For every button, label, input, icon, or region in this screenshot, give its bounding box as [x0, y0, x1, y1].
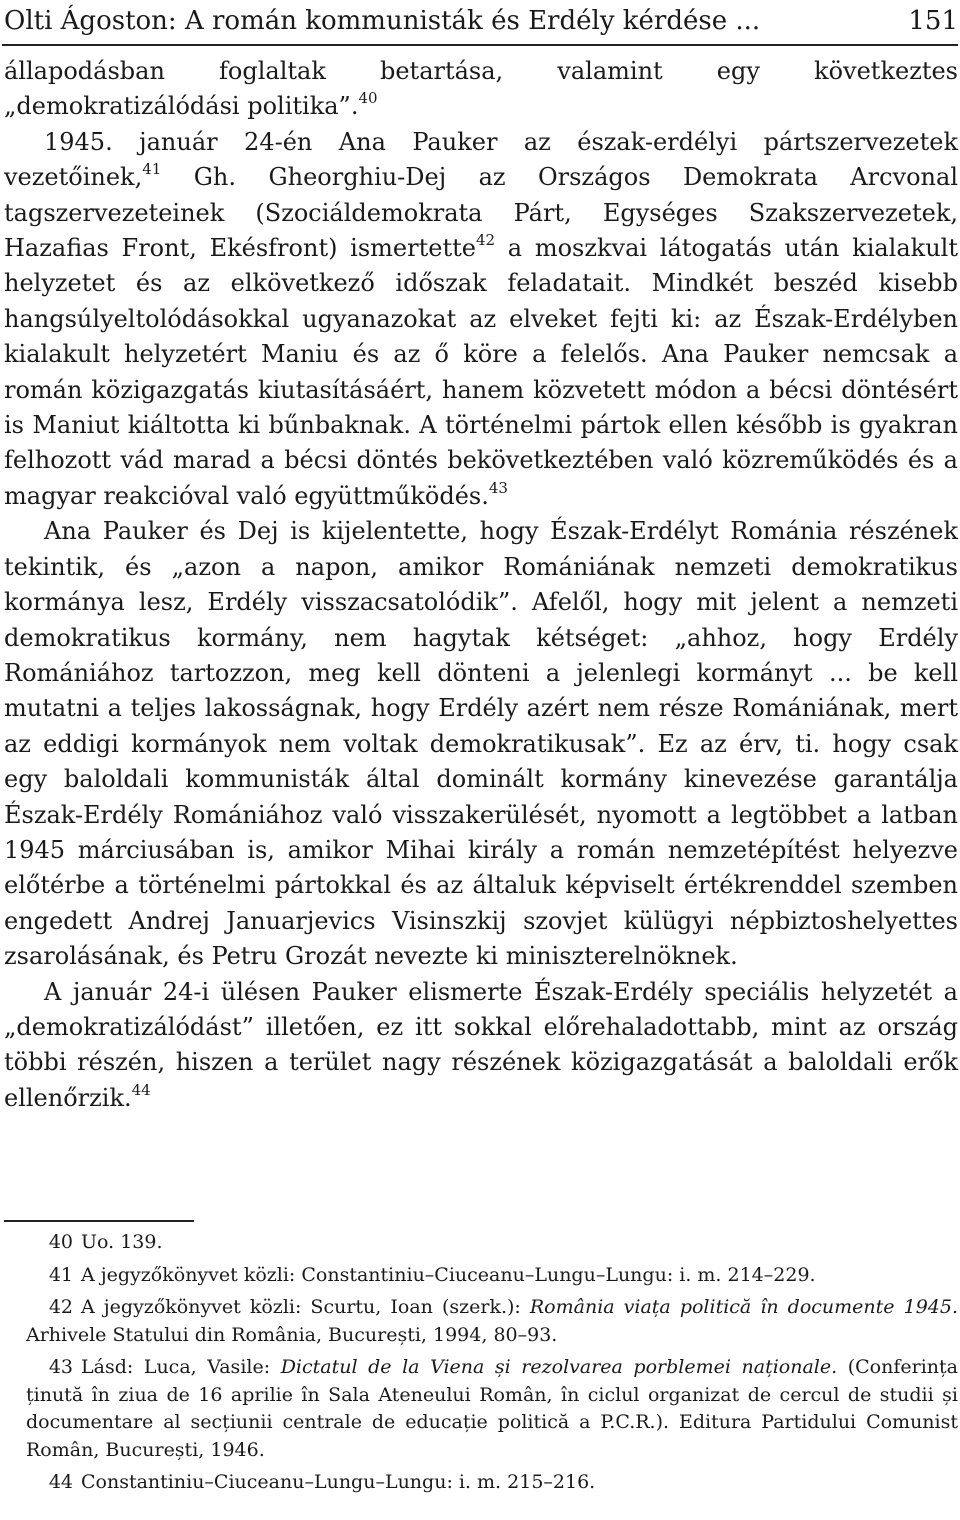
- footnote-44: [26, 1469, 958, 1497]
- footnote-40: [26, 1229, 958, 1257]
- paragraph-3: [4, 514, 958, 974]
- footnote-ref[interactable]: 43: [488, 478, 508, 497]
- footnote-42: [26, 1294, 958, 1349]
- footnote-text: A jegyzőkönyvet közli: Constantiniu–Ciuceanu–Lungu–Lungu: i. m. 214–229.: [81, 1263, 816, 1286]
- header-rule: [2, 44, 958, 46]
- main-text: [4, 54, 958, 1116]
- paragraph-2: [4, 125, 958, 514]
- footnote-number: 44: [48, 1471, 73, 1493]
- paragraph-text: a moszkvai látogatás után kialakult helyzetet és az elkövetkező időszak feladatait. Mindkét beszéd kisebb hangsúlyeltolódásokkal ugyanazokat az elveket fejti ki: az Észak-Erdélyben kialakult helyzetért Maniu és az ő köre a felelős. Ana Pauker nemcsak a román közigazgatás kiutasításáért, hanem közvetett módon a bécsi döntésért is Maniut kiáltotta ki bűnbaknak. A történelmi pártok ellen később is gyakran felhozott vád marad a bécsi döntés bekövetkeztében való közreműködés és a magyar reakcióval való együttműködés.: [4, 234, 958, 510]
- footnote-text: Arhivele Statului din România, București, 1994, 80–93.: [26, 1323, 558, 1346]
- footnote-41: [26, 1262, 958, 1290]
- footnote-ref[interactable]: 40: [358, 89, 378, 108]
- running-title: Olti Ágoston: A román kommunisták és Erdély kérdése ...: [4, 6, 761, 36]
- page-number: 151: [908, 6, 958, 36]
- footnote-text: Uo. 139.: [81, 1231, 163, 1253]
- paragraph-text: Gh. Gheorghiu-Dej az Országos Demokrata Arcvonal tagszervezeteinek (Szociáldemokrata Párt, Egységes Szakszervezetek, Hazafias Front, Ekésfront) ismertette: [4, 163, 958, 263]
- footnote-number: 42: [48, 1296, 73, 1318]
- footnote-number: 43: [48, 1356, 73, 1378]
- footnote-rule: [4, 1220, 194, 1222]
- footnote-text: A jegyzőkönyvet közli: Scurtu, Ioan (szerk.):: [81, 1296, 530, 1318]
- paragraph-text: 1945. január 24-én Ana Pauker az észak-erdélyi pártszervezetek vezetőinek,: [4, 127, 958, 192]
- footnotes: [26, 1229, 958, 1502]
- footnote-43: [26, 1354, 958, 1464]
- footnote-number: 40: [48, 1231, 73, 1253]
- footnote-number: 41: [48, 1263, 73, 1286]
- running-header: [4, 2, 958, 42]
- paragraph-4: [4, 975, 958, 1117]
- paragraph-text: állapodásban foglaltak betartása, valamint egy következtes „demokratizálódási politika”.: [4, 57, 958, 121]
- paragraph-text: A január 24-i ülésen Pauker elismerte Észak-Erdély speciális helyzetét a „demokratizálódást” illetően, ez itt sokkal előrehaladottabb, mint az ország többi részén, hiszen a terület nagy részének közigazgatását a baloldali erők ellenőrzik.: [4, 977, 958, 1112]
- footnote-ref[interactable]: 42: [475, 231, 496, 250]
- footnote-text: (Conferința ținută în ziua de 16 aprilie în Sala Ateneului Român, în ciclul organizat de cercul de studii și documentare al secțiunii centrale de educație politică a P.C.R.). Editura Partidului Comunist Român, București, 1946.: [26, 1356, 958, 1461]
- footnote-text: Lásd: Luca, Vasile:: [81, 1356, 281, 1378]
- footnote-text: Constantiniu–Ciuceanu–Lungu–Lungu: i. m. 215–216.: [81, 1471, 596, 1493]
- paragraph-text: Ana Pauker és Dej is kijelentette, hogy Észak-Erdélyt Románia részének tekintik, és „azon a napon, amikor Romániának nemzeti demokratikus kormánya lesz, Erdély visszacsatolódik”. Afelől, hogy mit jelent a nemzeti demokratikus kormány, nem hagytak kétséget: „ahhoz, hogy Erdély Romániához tartozzon, meg kell dönteni a jelenlegi kormányt ... be kell mutatni a teljes lakosságnak, hogy Erdély azért nem része Romániának, mert az eddigi kormányok nem voltak demokratikusak”. Ez az érv, ti. hogy csak egy baloldali kommunisták által dominált kormány kinevezése garantálja Észak-Erdély Romániához való visszakerülését, nyomott a legtöbbet a latban 1945 márciusában is, amikor Mihai király a román nemzetépítést helyezve előtérbe a történelmi pártokkal és az általuk képviselt értékrenddel szemben engedett Andrej Januarjevics Visinszkij szovjet külügyi népbiztoshelyettes zsarolásának, és Petru Grozát nevezte ki miniszterelnöknek.: [4, 517, 958, 971]
- footnote-title: România viața politică în documente 1945.: [529, 1296, 958, 1318]
- footnote-title: Dictatul de la Viena și rezolvarea porblemei naționale.: [280, 1356, 838, 1378]
- footnote-ref[interactable]: 41: [142, 160, 162, 179]
- footnote-ref[interactable]: 44: [131, 1080, 151, 1099]
- paragraph-1: [4, 54, 958, 125]
